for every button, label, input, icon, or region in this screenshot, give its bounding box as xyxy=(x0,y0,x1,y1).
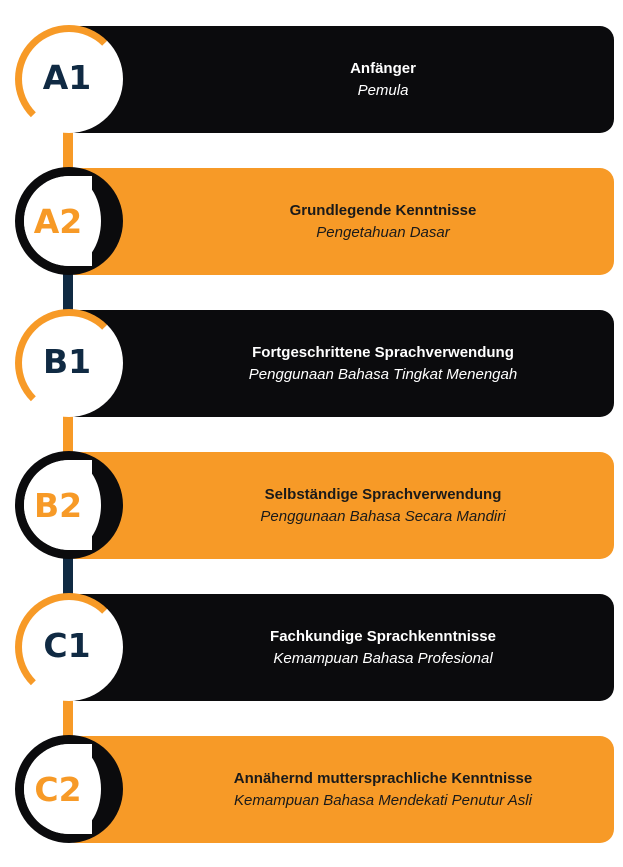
level-badge-b1 xyxy=(15,309,123,417)
level-badge-c1 xyxy=(15,593,123,701)
level-card-a1 xyxy=(62,26,614,133)
level-card-b2 xyxy=(62,452,614,559)
level-card-c2 xyxy=(62,736,614,843)
level-badge-c2 xyxy=(15,735,123,843)
level-code: A2 xyxy=(24,176,92,266)
level-code: C2 xyxy=(24,744,92,834)
level-code: B1 xyxy=(31,325,103,397)
level-title: Grundlegende Kenntnisse xyxy=(289,201,477,219)
level-title: Fachkundige Sprachkenntnisse xyxy=(270,627,496,645)
level-code: B2 xyxy=(24,460,92,550)
level-subtitle: Pemula xyxy=(357,81,409,99)
level-subtitle: Kemampuan Bahasa Mendekati Penutur Asli xyxy=(234,791,532,809)
level-badge-b2 xyxy=(15,451,123,559)
level-card-b1 xyxy=(62,310,614,417)
level-title: Fortgeschrittene Sprachverwendung xyxy=(252,343,514,361)
level-subtitle: Penggunaan Bahasa Secara Mandiri xyxy=(260,507,506,525)
level-subtitle: Penggunaan Bahasa Tingkat Menengah xyxy=(248,365,518,383)
level-badge-a2 xyxy=(15,167,123,275)
level-card-c1 xyxy=(62,594,614,701)
level-title: Annähernd muttersprachliche Kenntnisse xyxy=(233,769,533,787)
level-title: Selbständige Sprachverwendung xyxy=(264,485,502,503)
level-code: A1 xyxy=(31,41,103,113)
level-code: C1 xyxy=(31,609,103,681)
level-card-a2 xyxy=(62,168,614,275)
level-title: Anfänger xyxy=(350,59,416,77)
level-badge-a1 xyxy=(15,25,123,133)
level-subtitle: Kemampuan Bahasa Profesional xyxy=(273,649,493,667)
level-subtitle: Pengetahuan Dasar xyxy=(316,223,450,241)
